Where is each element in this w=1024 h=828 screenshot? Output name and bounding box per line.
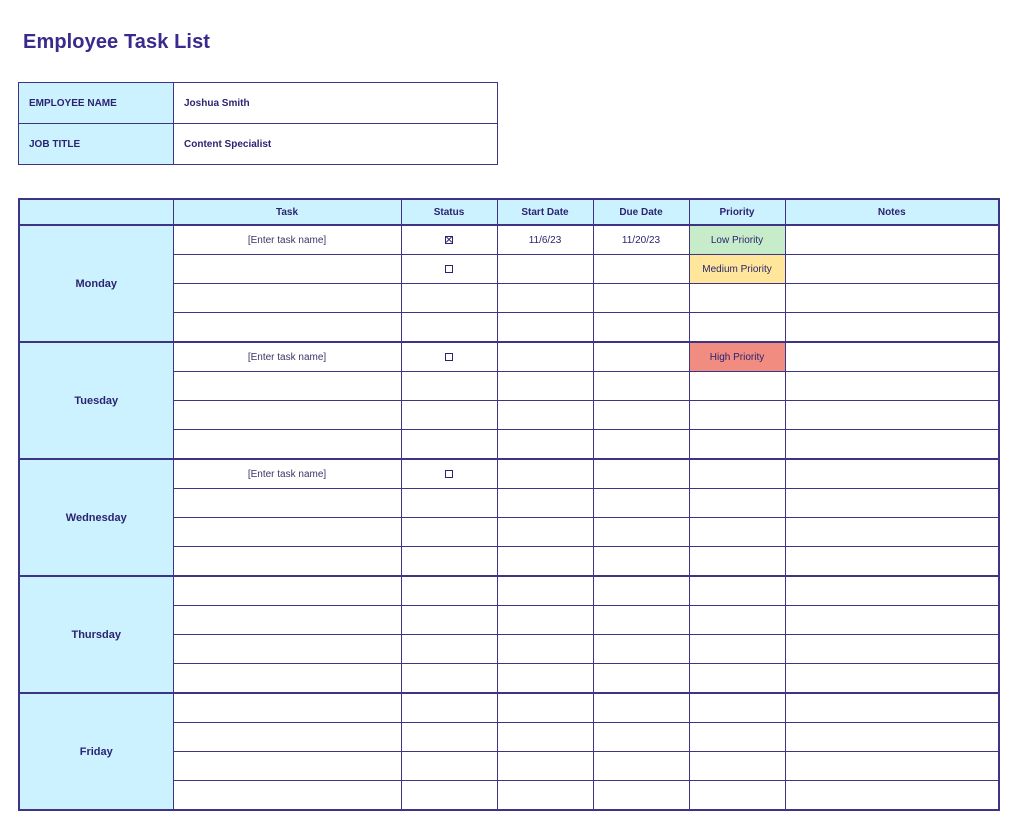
start-date-cell[interactable] [497,635,593,664]
task-cell[interactable]: [Enter task name] [173,225,401,255]
priority-cell[interactable] [689,547,785,577]
due-date-cell[interactable] [593,576,689,606]
start-date-cell[interactable] [497,518,593,547]
start-date-cell[interactable] [497,781,593,811]
priority-cell[interactable] [689,313,785,343]
priority-cell[interactable]: Medium Priority [689,255,785,284]
due-date-cell[interactable] [593,781,689,811]
start-date-cell[interactable] [497,401,593,430]
notes-cell[interactable] [785,489,999,518]
empty-checkbox-icon[interactable] [445,353,453,361]
notes-cell[interactable] [785,313,999,343]
priority-cell[interactable]: High Priority [689,342,785,372]
task-cell[interactable] [173,430,401,460]
priority-cell[interactable] [689,606,785,635]
notes-cell[interactable] [785,225,999,255]
day-label-monday: Monday [19,225,173,342]
status-cell[interactable] [401,635,497,664]
table-header-row [19,199,999,225]
priority-cell[interactable] [689,518,785,547]
table-row [19,576,999,606]
header-notes: Notes [785,199,999,225]
priority-cell[interactable] [689,430,785,460]
task-cell[interactable] [173,723,401,752]
priority-cell[interactable] [689,752,785,781]
notes-cell[interactable] [785,576,999,606]
header-priority: Priority [689,199,785,225]
task-cell[interactable] [173,489,401,518]
notes-cell[interactable] [785,518,999,547]
task-cell[interactable] [173,372,401,401]
task-cell[interactable] [173,606,401,635]
start-date-cell[interactable] [497,430,593,460]
start-date-cell[interactable]: 11/6/23 [497,225,593,255]
table-row [19,693,999,723]
table-row [19,459,999,489]
employee-name-label: EMPLOYEE NAME [19,83,174,124]
priority-cell[interactable] [689,576,785,606]
notes-cell[interactable] [785,547,999,577]
status-cell[interactable] [401,576,497,606]
notes-cell[interactable] [785,372,999,401]
notes-cell[interactable] [785,430,999,460]
notes-cell[interactable] [785,284,999,313]
due-date-cell[interactable] [593,284,689,313]
status-cell[interactable] [401,284,497,313]
start-date-cell[interactable] [497,693,593,723]
notes-cell[interactable] [785,664,999,694]
notes-cell[interactable] [785,342,999,372]
due-date-cell[interactable] [593,430,689,460]
task-cell[interactable]: [Enter task name] [173,342,401,372]
priority-cell[interactable] [689,635,785,664]
due-date-cell[interactable] [593,255,689,284]
priority-cell[interactable] [689,284,785,313]
status-cell[interactable] [401,606,497,635]
task-body [19,225,999,810]
page-title: Employee Task List [23,31,211,53]
start-date-cell[interactable] [497,284,593,313]
priority-cell[interactable] [689,693,785,723]
status-cell[interactable] [401,752,497,781]
status-cell[interactable] [401,342,497,372]
task-cell[interactable]: [Enter task name] [173,459,401,489]
checked-checkbox-icon[interactable] [445,236,453,244]
due-date-cell[interactable] [593,693,689,723]
start-date-cell[interactable] [497,342,593,372]
employee-name-row [19,83,498,124]
due-date-cell[interactable] [593,606,689,635]
notes-cell[interactable] [785,693,999,723]
priority-cell[interactable] [689,723,785,752]
task-cell[interactable] [173,401,401,430]
status-cell[interactable] [401,313,497,343]
status-cell[interactable] [401,664,497,694]
task-cell[interactable] [173,576,401,606]
notes-cell[interactable] [785,635,999,664]
header-status: Status [401,199,497,225]
task-cell[interactable] [173,547,401,577]
due-date-cell[interactable] [593,459,689,489]
task-cell[interactable] [173,752,401,781]
employee-info-table [18,82,498,165]
priority-cell[interactable] [689,372,785,401]
status-cell[interactable] [401,781,497,811]
status-cell[interactable] [401,723,497,752]
status-cell[interactable] [401,372,497,401]
status-cell[interactable] [401,459,497,489]
notes-cell[interactable] [785,723,999,752]
due-date-cell[interactable] [593,342,689,372]
due-date-cell[interactable] [593,635,689,664]
status-cell[interactable] [401,401,497,430]
task-cell[interactable] [173,693,401,723]
empty-checkbox-icon[interactable] [445,470,453,478]
header-task: Task [173,199,401,225]
task-cell[interactable] [173,518,401,547]
due-date-cell[interactable] [593,664,689,694]
status-cell[interactable] [401,430,497,460]
due-date-cell[interactable] [593,489,689,518]
notes-cell[interactable] [785,459,999,489]
task-table [18,198,1000,811]
priority-cell[interactable] [689,459,785,489]
start-date-cell[interactable] [497,255,593,284]
task-cell[interactable] [173,781,401,811]
status-cell[interactable] [401,489,497,518]
notes-cell[interactable] [785,781,999,811]
start-date-cell[interactable] [497,752,593,781]
status-cell[interactable] [401,255,497,284]
empty-checkbox-icon[interactable] [445,265,453,273]
start-date-cell[interactable] [497,576,593,606]
day-label-thursday: Thursday [19,576,173,693]
header-start-date: Start Date [497,199,593,225]
due-date-cell[interactable]: 11/20/23 [593,225,689,255]
status-cell[interactable] [401,693,497,723]
job-title-label: JOB TITLE [19,124,174,165]
header-due-date: Due Date [593,199,689,225]
task-cell[interactable] [173,255,401,284]
due-date-cell[interactable] [593,372,689,401]
priority-cell[interactable] [689,664,785,694]
start-date-cell[interactable] [497,489,593,518]
start-date-cell[interactable] [497,723,593,752]
status-cell[interactable] [401,225,497,255]
priority-cell[interactable]: Low Priority [689,225,785,255]
start-date-cell[interactable] [497,547,593,577]
status-cell[interactable] [401,547,497,577]
day-label-tuesday: Tuesday [19,342,173,459]
notes-cell[interactable] [785,255,999,284]
notes-cell[interactable] [785,606,999,635]
notes-cell[interactable] [785,752,999,781]
start-date-cell[interactable] [497,606,593,635]
table-row [19,225,999,255]
due-date-cell[interactable] [593,723,689,752]
task-cell[interactable] [173,313,401,343]
notes-cell[interactable] [785,401,999,430]
day-label-friday: Friday [19,693,173,810]
due-date-cell[interactable] [593,313,689,343]
start-date-cell[interactable] [497,372,593,401]
task-cell[interactable] [173,664,401,694]
due-date-cell[interactable] [593,752,689,781]
day-label-wednesday: Wednesday [19,459,173,576]
task-cell[interactable] [173,635,401,664]
priority-cell[interactable] [689,781,785,811]
employee-name-field[interactable]: Joshua Smith [174,83,498,124]
start-date-cell[interactable] [497,664,593,694]
job-title-field[interactable]: Content Specialist [174,124,498,165]
header-day [19,199,173,225]
due-date-cell[interactable] [593,401,689,430]
due-date-cell[interactable] [593,547,689,577]
priority-cell[interactable] [689,401,785,430]
start-date-cell[interactable] [497,459,593,489]
priority-cell[interactable] [689,489,785,518]
table-row [19,342,999,372]
job-title-row [19,124,498,165]
status-cell[interactable] [401,518,497,547]
due-date-cell[interactable] [593,518,689,547]
start-date-cell[interactable] [497,313,593,343]
task-cell[interactable] [173,284,401,313]
